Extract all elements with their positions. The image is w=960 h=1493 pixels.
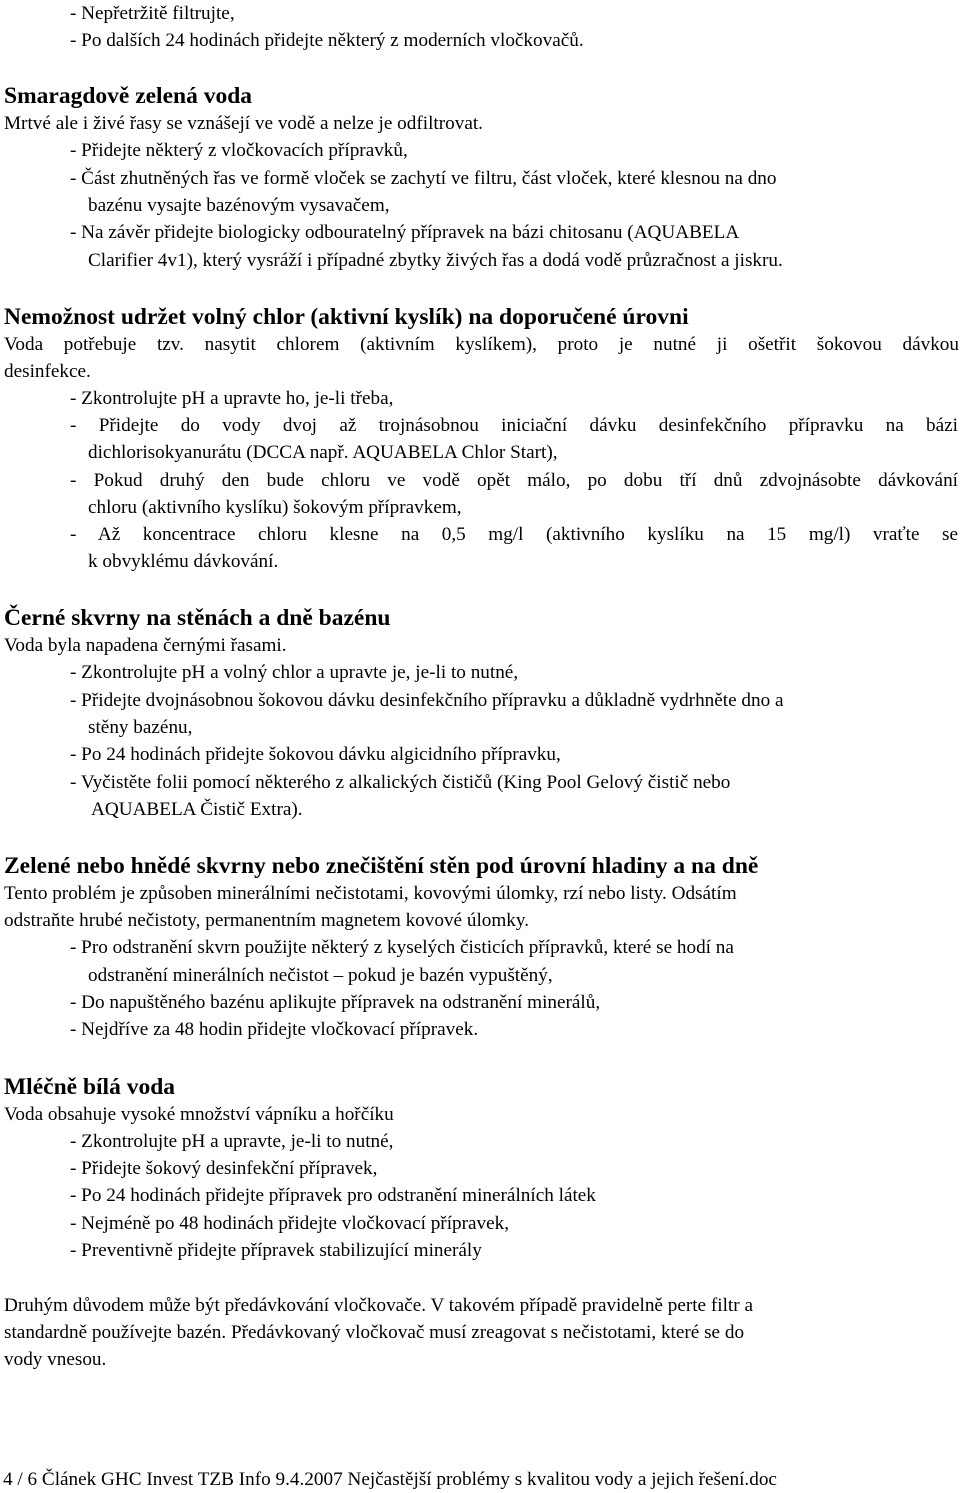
section-heading-chlorine: Nemožnost udržet volný chlor (aktivní kyslík) na doporučené úrovni [4,304,689,330]
list-item-continuation: AQUABELA Čistič Extra). [91,799,303,820]
list-item: - Zkontrolujte pH a upravte, je-li to nutné, [70,1131,394,1152]
list-item: - Zkontrolujte pH a upravte ho, je-li třeba, [70,388,394,409]
list-item: - Přidejte do vody dvoj až trojnásobnou iniciační dávku desinfekčního přípravku na bázi [70,415,958,436]
section-intro: Voda potřebuje tzv. nasytit chlorem (aktivním kyslíkem), proto je nutné ji ošetřit šokovou dávkou [4,334,959,355]
list-item: - Část zhutněných řas ve formě vloček se zachytí ve filtru, část vloček, které klesnou na dno [70,168,777,189]
list-item: - Vyčistěte folii pomocí některého z alkalických čističů (King Pool Gelový čistič nebo [70,772,731,793]
list-item-continuation: Clarifier 4v1), který vysráží i případné zbytky živých řas a dodá vodě průzračnost a jiskru. [88,250,783,271]
list-item: - Na závěr přidejte biologicky odbouratelný přípravek na bázi chitosanu (AQUABELA [70,222,740,243]
closing-paragraph-line: standardně používejte bazén. Předávkovaný vločkovač musí zreagovat s nečistotami, které se do [4,1322,745,1343]
list-item-continuation: k obvyklému dávkování. [88,551,279,572]
closing-paragraph-line: vody vnesou. [4,1349,107,1370]
section-heading-green-brown: Zelené nebo hnědé skvrny nebo znečištění stěn pod úrovní hladiny a na dně [4,853,759,879]
section-heading-milky: Mléčně bílá voda [4,1074,176,1100]
section-heading-emerald: Smaragdově zelená voda [4,83,253,109]
list-item: - Až koncentrace chloru klesne na 0,5 mg/l (aktivního kyslíku na 15 mg/l) vraťte se [70,524,958,545]
section-intro: odstraňte hrubé nečistoty, permanentním magnetem kovové úlomky. [4,910,530,931]
list-item: - Pro odstranění skvrn použijte některý z kyselých čisticích přípravků, které se hodí na [70,937,734,958]
list-item: - Po dalších 24 hodinách přidejte některý z moderních vločkovačů. [70,30,584,51]
list-item: - Po 24 hodinách přidejte přípravek pro odstranění minerálních látek [70,1185,596,1206]
section-intro: Voda obsahuje vysoké množství vápníku a hořčíku [4,1104,394,1125]
closing-paragraph-line: Druhým důvodem může být předávkování vločkovače. V takovém případě pravidelně perte filtr a [4,1295,753,1316]
list-item: - Preventivně přidejte přípravek stabilizující minerály [70,1240,482,1261]
list-item: - Přidejte dvojnásobnou šokovou dávku desinfekčního přípravku a důkladně vydrhněte dno a [70,690,784,711]
section-heading-black-spots: Černé skvrny na stěnách a dně bazénu [4,605,391,631]
list-item-continuation: stěny bazénu, [88,717,193,738]
list-item: - Přidejte některý z vločkovacích přípravků, [70,140,408,161]
list-item-continuation: bazénu vysajte bazénovým vysavačem, [88,195,390,216]
list-item: - Nepřetržitě filtrujte, [70,3,235,24]
list-item: - Do napuštěného bazénu aplikujte přípravek na odstranění minerálů, [70,992,601,1013]
section-intro: Tento problém je způsoben minerálními nečistotami, kovovými úlomky, rzí nebo listy. Odsátím [4,883,737,904]
list-item: - Nejméně po 48 hodinách přidejte vločkovací přípravek, [70,1213,510,1234]
list-item-continuation: odstranění minerálních nečistot – pokud je bazén vypuštěný, [88,965,553,986]
page-footer: 4 / 6 Článek GHC Invest TZB Info 9.4.2007 Nejčastější problémy s kvalitou vody a jejich řešení.doc [3,1469,777,1490]
list-item: - Po 24 hodinách přidejte šokovou dávku algicidního přípravku, [70,744,561,765]
list-item-continuation: dichlorisokyanurátu (DCCA např. AQUABELA Chlor Start), [88,442,558,463]
list-item: - Nejdříve za 48 hodin přidejte vločkovací přípravek. [70,1019,479,1040]
list-item: - Pokud druhý den bude chloru ve vodě opět málo, po dobu tří dnů zdvojnásobte dávkování [70,470,958,491]
section-intro: Voda byla napadena černými řasami. [4,635,287,656]
section-intro: desinfekce. [4,361,91,382]
list-item: - Přidejte šokový desinfekční přípravek, [70,1158,378,1179]
list-item-continuation: chloru (aktivního kyslíku) šokovým přípravkem, [88,497,462,518]
list-item: - Zkontrolujte pH a volný chlor a upravte je, je-li to nutné, [70,662,519,683]
section-intro: Mrtvé ale i živé řasy se vznášejí ve vodě a nelze je odfiltrovat. [4,113,483,134]
